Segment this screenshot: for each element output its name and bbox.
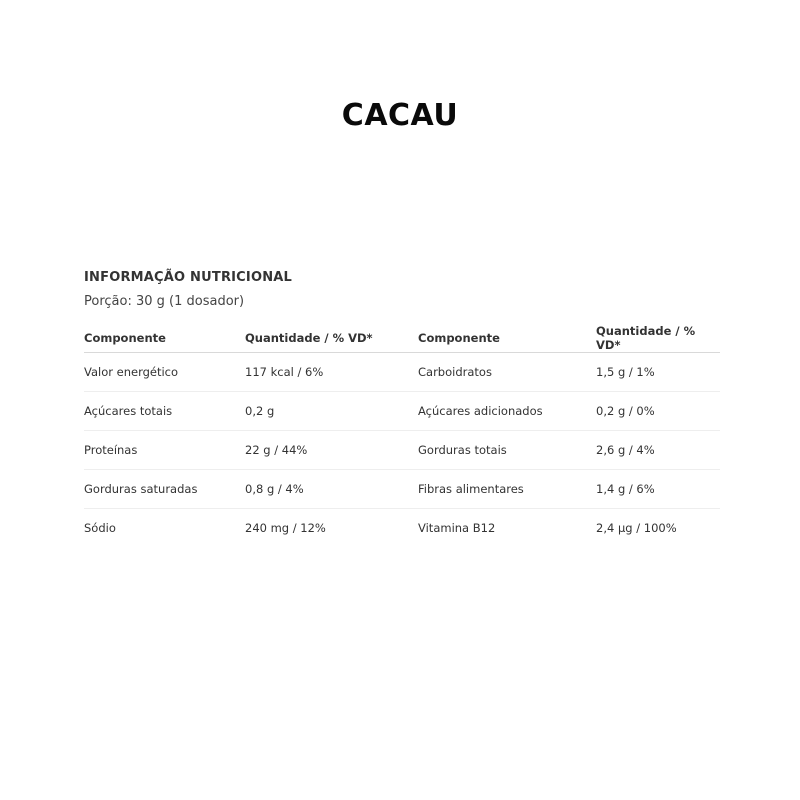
- component-value: 2,4 µg / 100%: [596, 521, 677, 535]
- nutrition-heading: INFORMAÇÃO NUTRICIONAL: [84, 270, 293, 285]
- component-value: 0,8 g / 4%: [245, 470, 418, 509]
- table-header-row: [84, 324, 720, 353]
- component-value: 2,6 g / 4%: [596, 431, 720, 470]
- nutrition-table: [84, 324, 720, 547]
- nutrition-facts-section: [84, 268, 720, 547]
- component-value: 117 kcal / 6%: [245, 353, 418, 392]
- table-row: [84, 470, 720, 509]
- component-value: 240 mg / 12%: [245, 521, 326, 535]
- header-quantity: Quantidade / % VD*: [245, 324, 418, 353]
- component-name: Proteínas: [84, 431, 245, 470]
- table-row: [84, 353, 720, 392]
- component-name: Gorduras saturadas: [84, 470, 245, 509]
- component-value: 1,5 g / 1%: [596, 353, 720, 392]
- component-name: Gorduras totais: [418, 431, 596, 470]
- component-value: 22 g / 44%: [245, 431, 418, 470]
- component-name: Carboidratos: [418, 353, 596, 392]
- header-component: Componente: [418, 324, 596, 353]
- component-name: Açúcares totais: [84, 392, 245, 431]
- table-row: [84, 392, 720, 431]
- portion-size: Porção: 30 g (1 dosador): [84, 294, 245, 309]
- header-quantity: Quantidade / % VD*: [596, 324, 720, 353]
- component-value: 0,2 g / 0%: [596, 392, 720, 431]
- component-value: 0,2 g: [245, 392, 418, 431]
- table-row: [84, 431, 720, 470]
- component-name: Valor energético: [84, 353, 245, 392]
- component-name: Açúcares adicionados: [418, 392, 596, 431]
- component-name: Fibras alimentares: [418, 470, 596, 509]
- component-value: 1,4 g / 6%: [596, 470, 720, 509]
- table-row: [84, 509, 720, 548]
- component-name: Vitamina B12: [418, 521, 496, 535]
- page-title: CACAU: [341, 98, 459, 133]
- header-component: Componente: [84, 324, 245, 353]
- component-name: Sódio: [84, 521, 116, 535]
